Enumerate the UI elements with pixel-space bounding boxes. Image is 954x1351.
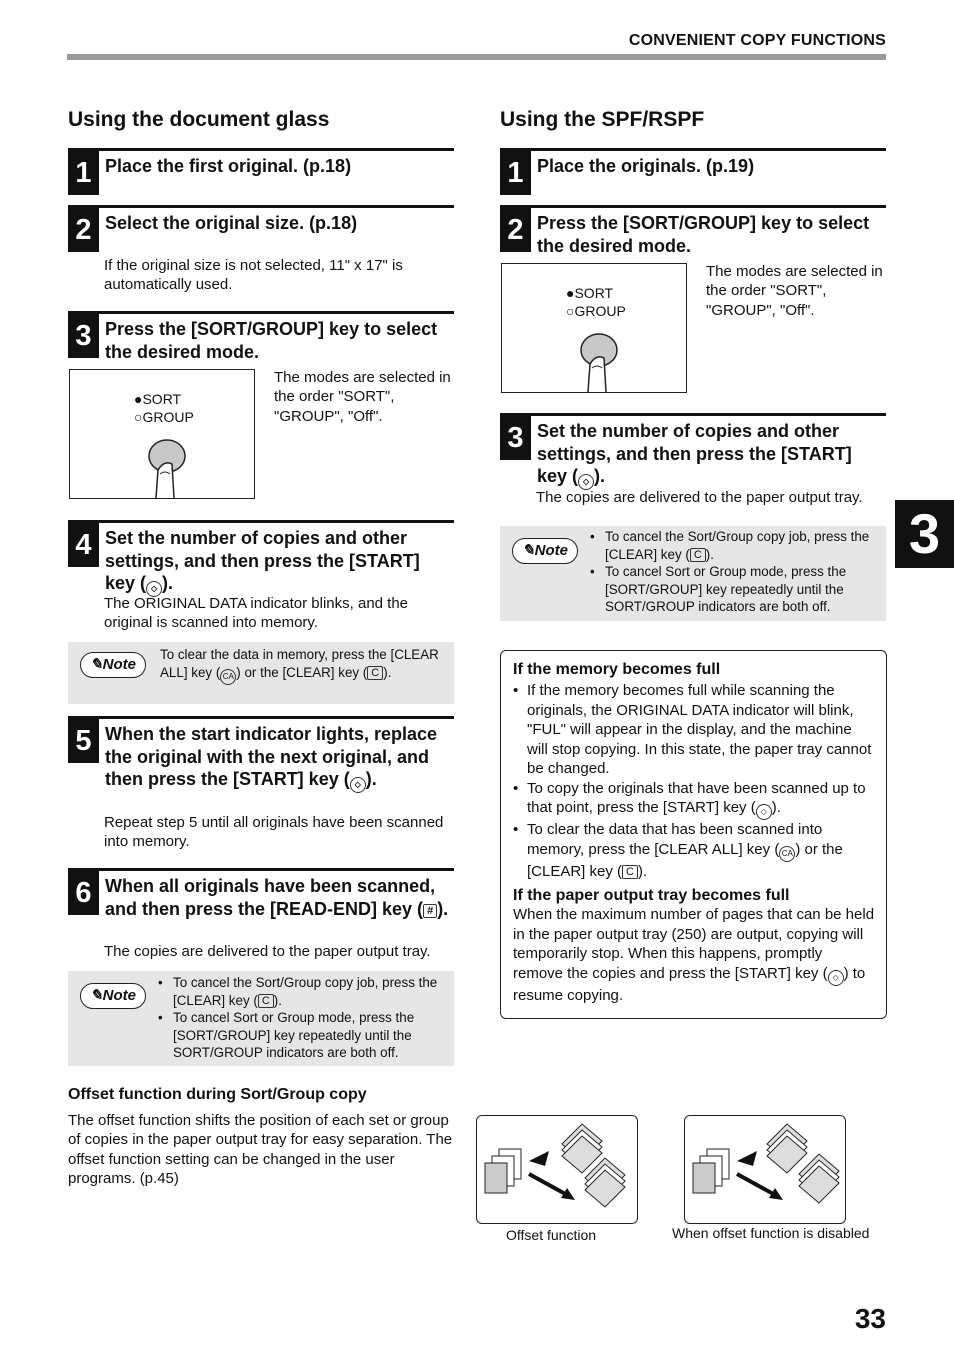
left-step-4 <box>68 520 454 593</box>
offset-heading: Offset function during Sort/Group copy <box>68 1086 367 1103</box>
step-title: Place the originals. (p.19) <box>537 156 755 176</box>
step-number: 1 <box>68 151 99 195</box>
step-title: When the start indicator lights, replace the original with the next original, and then press the [START] key ( ◇ ). <box>105 723 454 793</box>
chapter-tab: 3 <box>895 500 954 568</box>
step-number: 3 <box>68 314 99 358</box>
pencil-icon: ✎ <box>90 656 103 673</box>
left-step-6 <box>68 868 454 919</box>
left-step-5 <box>68 716 454 789</box>
step-number: 4 <box>68 523 99 567</box>
finger-press-icon <box>142 436 192 500</box>
led-off-icon: ○ <box>134 409 143 425</box>
clear-all-key-icon: CA <box>779 846 795 862</box>
running-header: CONVENIENT COPY FUNCTIONS <box>628 32 886 49</box>
led-off-icon: ○ <box>566 303 575 319</box>
step-title: Select the original size. (p.18) <box>105 213 358 233</box>
info-box <box>500 650 887 1019</box>
note-box-2 <box>68 971 454 1066</box>
note-item: • To cancel Sort or Group mode, press the [SORT/GROUP] key repeatedly until the SORT/GROUP indicators are both off. <box>155 1009 450 1062</box>
right-step-2 <box>500 205 886 255</box>
panel-group-label: GROUP <box>574 303 626 319</box>
offset-stack-illustration <box>477 1116 637 1223</box>
left-step-1 <box>68 148 454 194</box>
right-step-3-body: The copies are delivered to the paper output tray. <box>536 489 863 506</box>
step-number: 1 <box>500 151 531 195</box>
clear-all-key-icon: CA <box>220 669 236 685</box>
left-step-3-body: The modes are selected in the order "SORT", "GROUP", "Off". <box>274 369 451 425</box>
step-number: 5 <box>68 719 99 763</box>
note-box-3 <box>500 526 886 621</box>
note-item: • To cancel the Sort/Group copy job, press the [CLEAR] key ( C ). <box>155 974 450 1009</box>
right-step-1 <box>500 148 886 194</box>
start-key-icon: ◇ <box>828 970 844 986</box>
start-key-icon: ◇ <box>756 804 772 820</box>
disabled-caption: When offset function is disabled <box>672 1225 870 1241</box>
note-badge: ✎Note <box>512 538 578 564</box>
step-number: 6 <box>68 871 99 915</box>
step-title: Place the first original. (p.18) <box>105 156 352 176</box>
left-step-3 <box>68 311 454 361</box>
pencil-icon: ✎ <box>522 542 535 559</box>
panel-sort-label: SORT <box>574 285 614 301</box>
note-item: • To cancel the Sort/Group copy job, press the [CLEAR] key ( C ). <box>587 528 882 563</box>
start-key-icon: ◇ <box>578 474 594 490</box>
step-title: Set the number of copies and other settings, and then press the [START] key ( ◇ ). <box>537 420 886 490</box>
pencil-icon: ✎ <box>90 987 103 1004</box>
page-number: 33 <box>854 1303 886 1334</box>
panel-group-label: GROUP <box>142 409 194 425</box>
note-item: • To cancel Sort or Group mode, press the [SORT/GROUP] key repeatedly until the SORT/GROUP indicators are both off. <box>587 563 882 616</box>
right-step-3 <box>500 413 886 486</box>
step-number: 2 <box>500 208 531 252</box>
memory-full-heading: If the memory becomes full <box>513 661 721 678</box>
left-section-title: Using the document glass <box>68 108 330 131</box>
header-rule <box>67 54 886 60</box>
clear-key-icon: C <box>690 548 706 562</box>
panel-sort-label: SORT <box>142 391 182 407</box>
memory-full-item: • If the memory becomes full while scanning the originals, the ORIGINAL DATA indicator will blink, "FUL" will appear in the display, and the machine will stop copying. In this state, the paper tray cannot be changed. <box>513 681 875 779</box>
clear-key-icon: C <box>258 994 274 1008</box>
start-key-icon: ◇ <box>146 581 162 597</box>
step-number: 3 <box>500 416 531 460</box>
step-number: 2 <box>68 208 99 252</box>
clear-key-icon: C <box>367 666 383 680</box>
left-step-2-body: If the original size is not selected, 11" x 17" is automatically used. <box>104 257 403 294</box>
right-section-title: Using the SPF/RSPF <box>500 108 705 131</box>
led-on-icon: ● <box>134 391 143 407</box>
note-badge: ✎Note <box>80 652 146 678</box>
sort-group-panel-illustration <box>501 263 687 393</box>
note-text <box>587 528 882 616</box>
read-end-key-icon: # <box>423 904 437 918</box>
sort-group-panel-illustration <box>69 369 255 499</box>
right-step-2-body: The modes are selected in the order "SORT", "GROUP", "Off". <box>706 263 883 319</box>
step-title: Set the number of copies and other settings, and then press the [START] key ( ◇ ). <box>105 527 454 597</box>
led-on-icon: ● <box>566 285 575 301</box>
note-text <box>155 974 450 1062</box>
offset-caption: Offset function <box>506 1227 597 1243</box>
note-text: To clear the data in memory, press the [CLEAR ALL] key ( CA ) or the [CLEAR] key ( C ). <box>160 646 450 685</box>
tray-full-body: When the maximum number of pages that can be held in the paper output tray (250) are output, copying will temporarily stop. When this happens, promptly remove the copies and press the [START] key ( ◇ ) to resume copying. <box>513 906 875 1004</box>
step-title: Press the [SORT/GROUP] key to select the desired mode. <box>537 213 870 256</box>
note-box-1 <box>68 642 454 704</box>
offset-disabled-figure <box>684 1115 846 1224</box>
start-key-icon: ◇ <box>350 777 366 793</box>
step-title: When all originals have been scanned, and then press the [READ-END] key ( # ). <box>105 876 449 919</box>
left-step-6-body: The copies are delivered to the paper output tray. <box>104 943 431 960</box>
offset-body: The offset function shifts the position of each set or group of copies in the paper output tray for easy separation. The offset function setting can be changed in the user programs. (p.45) <box>68 1112 453 1187</box>
left-step-5-body: Repeat step 5 until all originals have been scanned into memory. <box>104 814 444 851</box>
offset-function-figure <box>476 1115 638 1224</box>
left-step-2 <box>68 205 454 251</box>
finger-press-icon <box>574 330 624 394</box>
memory-full-item: • To copy the originals that have been scanned up to that point, press the [START] key ( ◇ ). <box>513 779 875 821</box>
note-badge: ✎Note <box>80 983 146 1009</box>
step-title: Press the [SORT/GROUP] key to select the desired mode. <box>105 319 438 362</box>
tray-full-heading: If the paper output tray becomes full <box>513 887 790 904</box>
memory-full-item: • To clear the data that has been scanned into memory, press the [CLEAR ALL] key ( CA ) or the [CLEAR] key ( C ). <box>513 820 875 881</box>
left-step-4-body: The ORIGINAL DATA indicator blinks, and the original is scanned into memory. <box>104 595 409 632</box>
stack-no-offset-illustration <box>685 1116 845 1223</box>
clear-key-icon: C <box>622 865 638 879</box>
